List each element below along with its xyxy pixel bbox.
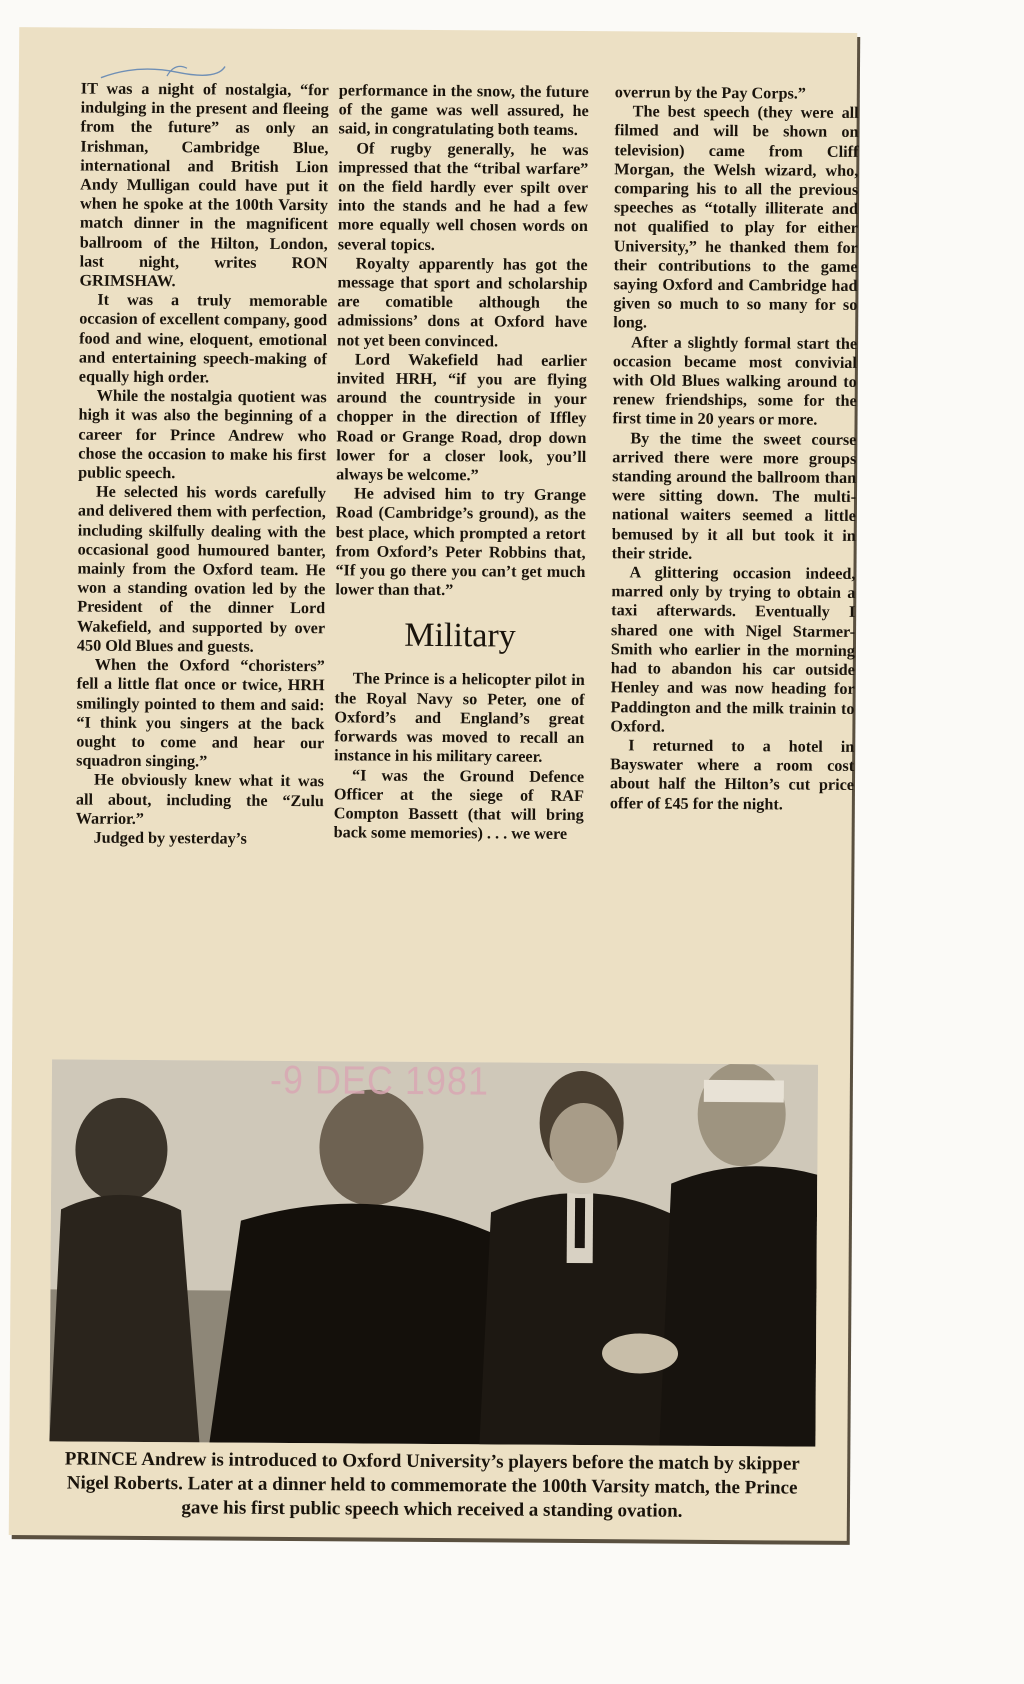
paragraph: “I was the Ground Defence Officer at the siege of RAF Compton Bassett (that will bring back some memories) . . . we were <box>333 765 585 844</box>
paragraph: The Prince is a helicopter pilot in the Royal Navy so Peter, one of Oxford’s and England’s great forwards was moved to recall an instance in his military career. <box>334 669 585 767</box>
photo-caption <box>49 1447 815 1524</box>
caption-text: Andrew is introduced to Oxford University’s players before the match by skipper Nigel Roberts. Later at a dinner held to commemorate the 100th Varsity match, the Prince gave his first public speech which received a standing ovation. <box>66 1448 800 1522</box>
paragraph: I returned to a hotel in Bayswater where a room cost about half the Hilton’s cut price offer of £45 for the night. <box>609 736 855 813</box>
photo-figures-icon <box>49 1056 818 1446</box>
paragraph: Of rugby generally, he was impressed that the “tribal warfare” on the field hardly ever spilt over into the stands and he had a few more equally well chosen words on several topics. <box>337 139 589 254</box>
paragraph: He selected his words carefully and delivered them with perfection, including skilfully dealing with the occasional good humoured banter, mainly from the Oxford team. He won a standing ovation led by the President of the dinner Lord Wakefield, and supported by over 450 Old Blues and guests. <box>76 482 327 656</box>
paragraph: When the Oxford “choristers” fell a little flat once or twice, HRH smilingly pointed to them and said: “I think you singers at the back ought to come and hear our squadron singing.” <box>76 655 325 771</box>
section-subhead: Military <box>404 617 516 656</box>
paragraph: Lord Wakefield had earlier invited HRH, “if you are flying around the countryside in your chopper in the direction of Iffley Road or Grange Road, drop down lower for a closer look, you’ll always be welcome.” <box>336 350 588 485</box>
article-column-3 <box>610 83 859 814</box>
newspaper-clipping <box>9 27 858 1541</box>
paragraph: The best speech (they were all filmed and will be shown on television) came from Cliff Morgan, the Welsh wizard, who, comparing his to all the previous speeches as “totally illiterate and not qualified to play for either University,” he thanked them for their contributions to the game saying Oxford and Cambridge had given so much to so many for so long. <box>613 102 859 332</box>
paragraph: A glittering occasion indeed, marred only by trying to obtain a taxi afterwards. Eventually I shared one with Nigel Starmer-Smith who earlier in the morning had to abandon his car outside Henley and was now heading for Paddington and the milk trainin to Oxford. <box>610 563 856 736</box>
paragraph: Judged by yesterday’s <box>93 828 247 848</box>
paragraph: While the nostalgia quotient was high it was also the beginning of a career for Prince Andrew who chose the occasion to make his first public speech. <box>78 386 327 483</box>
paragraph: By the time the sweet course arrived there were more groups standing around the ballroom than were sitting down. The multi-national waiters seemed a little bemused by it all but took it in their stride. <box>611 429 857 563</box>
paragraph: He advised him to try Grange Road (Cambridge’s ground), as the best place, which prompted a retort from Oxford’s Peter Robbins that, “If you go there you can’t get much lower than that.” <box>335 484 587 600</box>
paragraph: IT was a night of nostalgia, “for indulging in the present and fleeing from the future” as only an Irishman, Cambridge Blue, international and British Lion Andy Mulligan could have put it when he spoke at the 100th Varsity match dinner in the magnificent ballroom of the Hilton, London, last night, writes RON GRIMSHAW. <box>79 79 329 291</box>
paragraph: Royalty apparently has got the message that sport and scholarship are comatible although the admissions’ dons at Oxford have not yet been convinced. <box>337 254 588 351</box>
paragraph: After a slightly formal start the occasion became most convivial with Old Blues walking around to renew friendships, some for the first time in 20 years or more. <box>612 333 858 430</box>
article-column-1 <box>76 80 329 850</box>
news-photo <box>49 1056 818 1446</box>
paragraph: overrun by the Pay Corps.” <box>614 83 807 103</box>
paragraph: He obviously knew what it was all about, including the “Zulu Warrior.” <box>75 770 325 828</box>
paragraph: It was a truly memorable occasion of excellent company, good food and wine, eloquent, emotional and entertaining speech-making of equally high order. <box>78 290 328 387</box>
paragraph: performance in the snow, the future of the game was well assured, he said, in congratulating both teams. <box>338 81 589 140</box>
caption-lead: PRINCE <box>64 1448 138 1470</box>
article-column-2 <box>334 81 589 844</box>
date-stamp: -9 DEC 1981 <box>269 1056 490 1104</box>
